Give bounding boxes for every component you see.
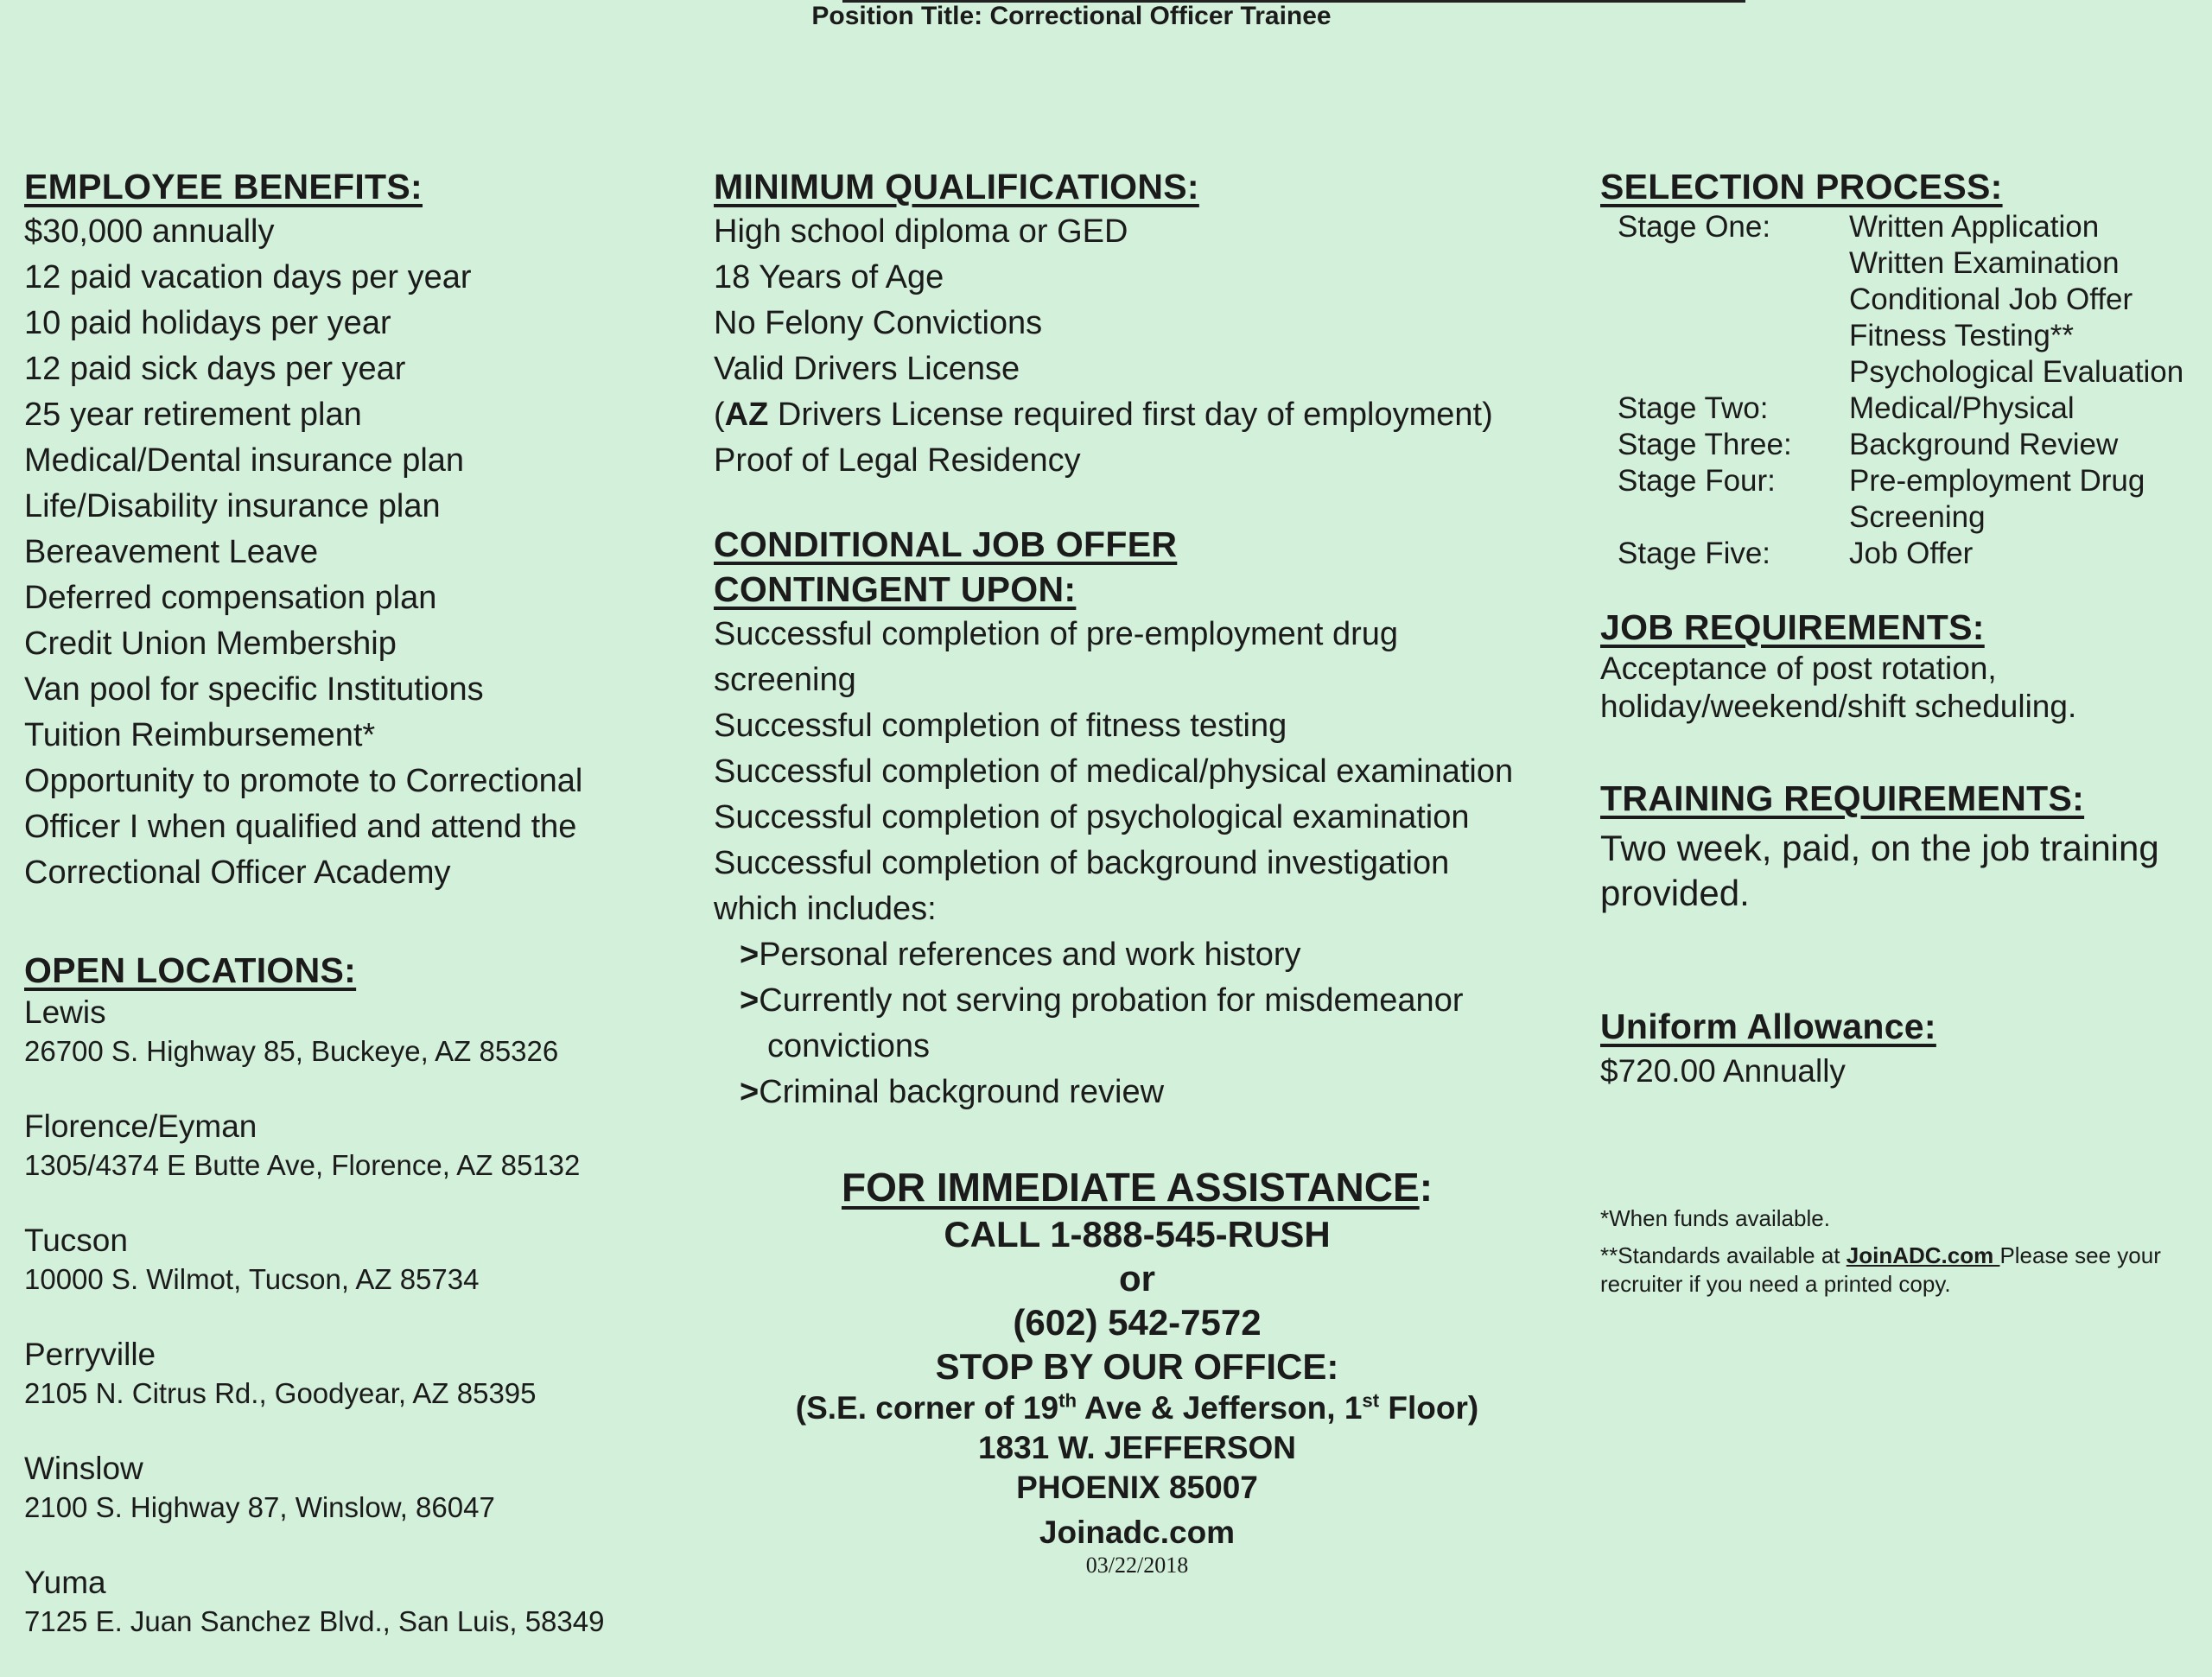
location-address: 7125 E. Juan Sanchez Blvd., San Luis, 58349 [24, 1605, 605, 1637]
list-item: Successful completion of psychological examination [714, 799, 1470, 835]
location-item [24, 1221, 690, 1299]
list-item: Valid Drivers License [714, 351, 1020, 387]
uniform-heading: Uniform Allowance: [1600, 1007, 1936, 1046]
training-line-1: Two week, paid, on the job training [1600, 828, 2159, 868]
list-item: High school diploma or GED [714, 213, 1128, 250]
conditional-list [714, 612, 1578, 1115]
list-item: 10 paid holidays per year [24, 305, 391, 341]
stage-item: Written Application [1849, 210, 2100, 244]
benefits-list [24, 209, 690, 896]
list-item: Van pool for specific Institutions [24, 671, 484, 708]
contact-call[interactable]: CALL 1-888-545-RUSH [944, 1214, 1331, 1255]
stage-label: Stage Two: [1618, 391, 1769, 425]
list-item: 12 paid vacation days per year [24, 259, 472, 295]
corner-text-c: Floor) [1379, 1390, 1479, 1426]
contact-block [714, 1162, 1560, 1579]
stage-item: Medical/Physical [1849, 391, 2075, 425]
stage-items [1849, 391, 2075, 427]
location-name: Florence/Eyman [24, 1108, 257, 1144]
stage-items [1849, 463, 2145, 536]
corner-text-a: (S.E. corner of 19 [795, 1390, 1059, 1426]
position-title-bar [0, 2, 2212, 31]
list-item: 12 paid sick days per year [24, 351, 406, 387]
corner-sup-1: th [1058, 1389, 1077, 1412]
az-rest: Drivers License required first day of employment) [768, 397, 1493, 433]
standards-prefix: **Standards available at [1600, 1242, 1847, 1268]
stage-label: Stage Three: [1618, 428, 1792, 461]
location-item [24, 993, 690, 1070]
qualifications-list [714, 209, 1578, 484]
position-title: Position Title: Correctional Officer Trainee [811, 2, 1332, 30]
stage-item: Background Review [1849, 428, 2119, 461]
list-item: Successful completion of pre-employment drug [714, 616, 1399, 652]
list-item: 25 year retirement plan [24, 397, 362, 433]
list-item: Successful completion of background investigation [714, 845, 1450, 881]
list-item: Correctional Officer Academy [24, 854, 451, 891]
stage-row [1600, 391, 2205, 427]
stage-item: Fitness Testing** [1849, 319, 2075, 353]
conditional-heading-1: CONDITIONAL JOB OFFER [714, 524, 1178, 564]
az-open-paren: ( [714, 397, 725, 433]
stage-item: Screening [1849, 500, 1986, 534]
list-item: $30,000 annually [24, 213, 275, 250]
locations-list [24, 993, 690, 1641]
location-item [24, 1449, 690, 1527]
stage-row [1600, 463, 2205, 536]
list-item [714, 392, 1578, 438]
footnotes [1600, 1204, 2205, 1299]
list-item: screening [714, 662, 856, 698]
contact-corner [714, 1388, 1560, 1428]
corner-sup-2: st [1362, 1389, 1380, 1412]
job-requirements-line-2: holiday/weekend/shift scheduling. [1600, 689, 2077, 724]
middle-column [714, 164, 1578, 1115]
bullet-mark: > [740, 937, 760, 973]
az-bold: AZ [724, 397, 769, 433]
location-name: Winslow [24, 1451, 143, 1486]
location-address: 2100 S. Highway 87, Winslow, 86047 [24, 1491, 495, 1523]
standards-link[interactable]: JoinADC.com [1846, 1242, 2000, 1268]
location-name: Lewis [24, 994, 106, 1030]
bullet-text: Criminal background review [759, 1074, 1165, 1110]
selection-stages [1600, 209, 2205, 572]
training-line-2: provided. [1600, 873, 1750, 913]
location-name: Yuma [24, 1565, 106, 1600]
bullet-mark: > [740, 982, 760, 1019]
bullet-text: Currently not serving probation for misdemeanor [759, 982, 1464, 1019]
contact-or: or [1119, 1258, 1155, 1299]
stage-item: Job Offer [1849, 537, 1974, 570]
qualifications-heading: MINIMUM QUALIFICATIONS: [714, 167, 1199, 206]
list-item: Life/Disability insurance plan [24, 488, 441, 524]
stage-label: Stage Four: [1618, 464, 1776, 498]
job-requirements-heading: JOB REQUIREMENTS: [1600, 607, 1985, 647]
location-address: 26700 S. Highway 85, Buckeye, AZ 85326 [24, 1035, 559, 1067]
job-requirements-line-1: Acceptance of post rotation, [1600, 651, 1997, 686]
list-item: Tuition Reimbursement* [24, 717, 376, 753]
benefits-heading: EMPLOYEE BENEFITS: [24, 167, 423, 206]
contact-website[interactable]: Joinadc.com [1039, 1515, 1236, 1550]
contact-heading-text: FOR IMMEDIATE ASSISTANCE [841, 1165, 1420, 1210]
selection-heading: SELECTION PROCESS: [1600, 167, 2003, 206]
list-item: Deferred compensation plan [24, 580, 437, 616]
list-item: which includes: [714, 891, 937, 927]
footnote-funds: *When funds available. [1600, 1205, 1830, 1231]
location-address: 1305/4374 E Butte Ave, Florence, AZ 85132 [24, 1149, 581, 1181]
document-date: 03/22/2018 [1085, 1553, 1189, 1578]
location-name: Perryville [24, 1337, 156, 1372]
location-address: 2105 N. Citrus Rd., Goodyear, AZ 85395 [24, 1377, 537, 1409]
stage-row [1600, 536, 2205, 572]
contact-city: PHOENIX 85007 [1016, 1470, 1258, 1505]
stage-label: Stage One: [1618, 210, 1771, 244]
contact-stop: STOP BY OUR OFFICE: [935, 1346, 1339, 1387]
list-item [714, 1070, 1578, 1115]
list-item: Successful completion of fitness testing [714, 708, 1287, 744]
list-item: Credit Union Membership [24, 626, 397, 662]
left-column [24, 164, 690, 1677]
stage-row [1600, 209, 2205, 391]
stage-item: Pre-employment Drug [1849, 464, 2145, 498]
location-address: 10000 S. Wilmot, Tucson, AZ 85734 [24, 1263, 480, 1295]
stage-row [1600, 427, 2205, 463]
list-item: No Felony Convictions [714, 305, 1043, 341]
contact-phone[interactable]: (602) 542-7572 [1013, 1302, 1262, 1343]
location-item [24, 1335, 690, 1413]
standards-suffix: Please see your [1999, 1242, 2161, 1268]
contact-heading [714, 1162, 1560, 1212]
list-item [714, 1024, 1578, 1070]
stage-items [1849, 536, 1973, 572]
list-item: Proof of Legal Residency [714, 442, 1081, 479]
bullet-text: convictions [767, 1028, 930, 1064]
corner-text-b: Ave & Jefferson, 1 [1077, 1390, 1363, 1426]
list-item: Opportunity to promote to Correctional [24, 763, 583, 799]
footnote-standards-line-2: recruiter if you need a printed copy. [1600, 1271, 1951, 1297]
stage-label: Stage Five: [1618, 537, 1771, 570]
bullet-text: Personal references and work history [759, 937, 1301, 973]
locations-heading: OPEN LOCATIONS: [24, 950, 357, 990]
location-item [24, 1107, 690, 1185]
location-name: Tucson [24, 1223, 128, 1258]
footnote-standards [1600, 1242, 2205, 1270]
stage-items [1849, 427, 2118, 463]
list-item [714, 978, 1578, 1024]
list-item: Officer I when qualified and attend the [24, 809, 577, 845]
right-column [1600, 164, 2205, 1299]
uniform-amount: $720.00 Annually [1600, 1053, 1846, 1089]
stage-items [1849, 209, 2183, 391]
list-item: Bereavement Leave [24, 534, 319, 570]
contact-street: 1831 W. JEFFERSON [977, 1430, 1297, 1465]
stage-item: Written Examination [1849, 246, 2120, 280]
bullet-mark: > [740, 1074, 760, 1110]
list-item: Successful completion of medical/physical examination [714, 753, 1514, 790]
stage-item: Psychological Evaluation [1849, 355, 2184, 389]
contact-heading-colon: : [1419, 1165, 1433, 1210]
training-heading: TRAINING REQUIREMENTS: [1600, 778, 2085, 818]
stage-item: Conditional Job Offer [1849, 283, 2133, 316]
location-item [24, 1563, 690, 1641]
list-item: 18 Years of Age [714, 259, 944, 295]
conditional-heading-2: CONTINGENT UPON: [714, 569, 1077, 609]
list-item: Medical/Dental insurance plan [24, 442, 465, 479]
list-item [714, 932, 1578, 978]
